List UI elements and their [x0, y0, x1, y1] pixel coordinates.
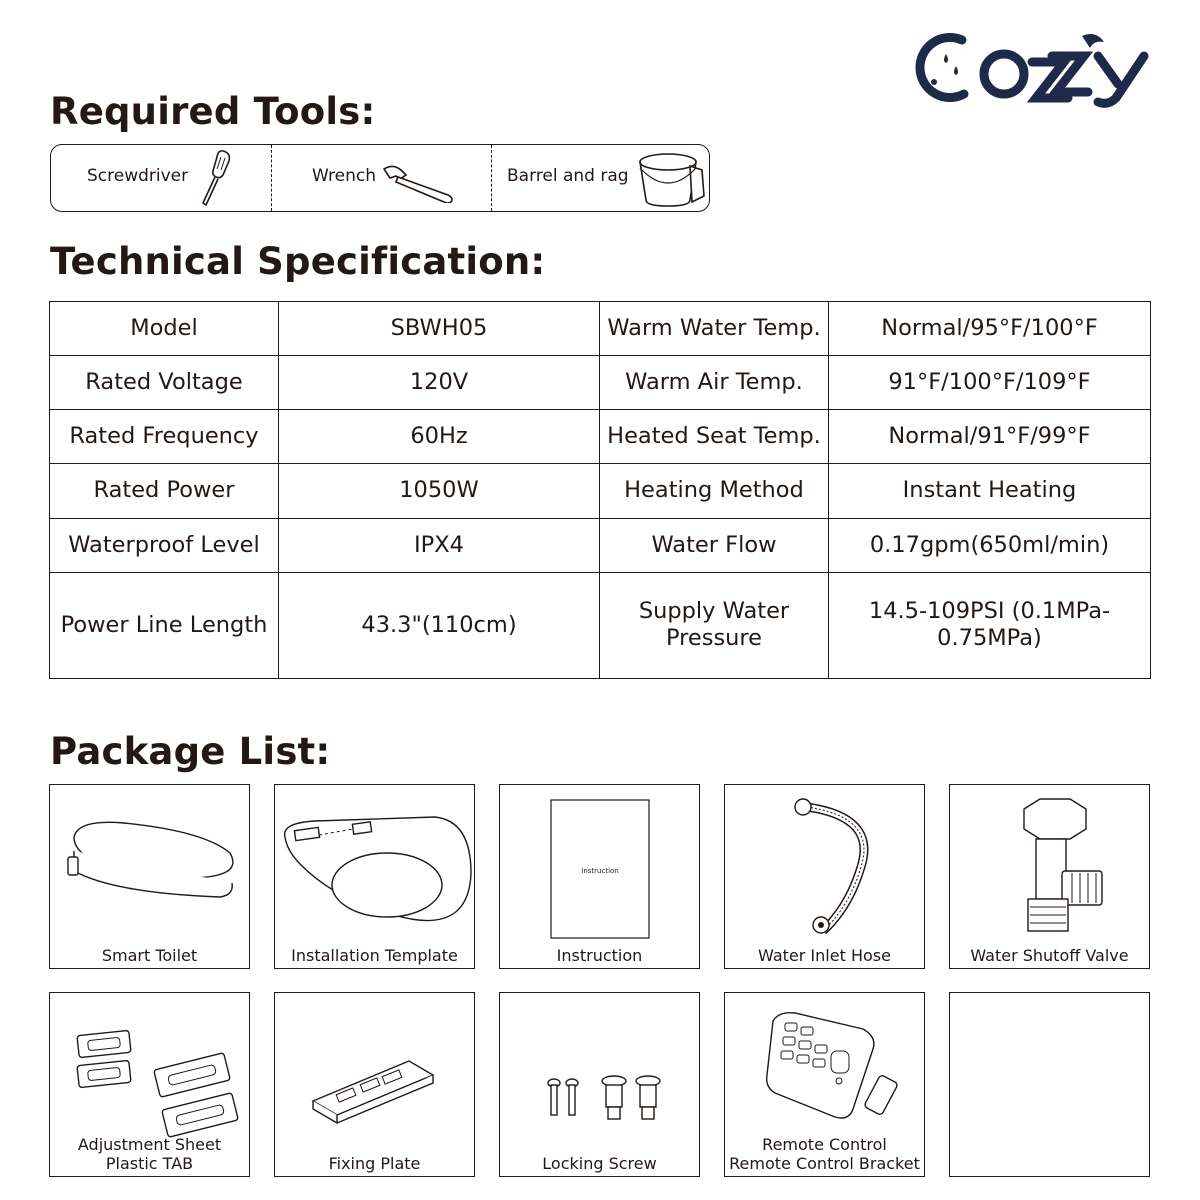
package-item-label-line: Remote Control Bracket	[729, 1154, 920, 1173]
spec-label: Rated Power	[50, 464, 279, 518]
spec-label: Waterproof Level	[50, 518, 279, 572]
table-row	[50, 302, 1151, 356]
spec-value: 43.3"(110cm)	[279, 572, 600, 678]
spec-label: Supply Water Pressure	[600, 572, 829, 678]
package-item-instruction	[499, 784, 700, 969]
package-item-smart-toilet	[49, 784, 250, 969]
spec-value: Instant Heating	[829, 464, 1151, 518]
spec-value: SBWH05	[279, 302, 600, 356]
package-item-water-inlet-hose	[724, 784, 925, 969]
remote-icon	[725, 993, 926, 1143]
spec-value: 1050W	[279, 464, 600, 518]
package-item-label-line: Adjustment Sheet	[77, 1135, 222, 1154]
spec-label: Rated Frequency	[50, 410, 279, 464]
package-item-locking-screw	[499, 992, 700, 1177]
spec-value: 60Hz	[279, 410, 600, 464]
spec-label: Heated Seat Temp.	[600, 410, 829, 464]
package-item-label: Fixing Plate	[328, 1154, 421, 1173]
table-row	[50, 572, 1151, 678]
booklet-cover-text: Instruction	[581, 867, 619, 875]
spec-value: 14.5-109PSI (0.1MPa-0.75MPa)	[829, 572, 1151, 678]
template-icon	[275, 785, 476, 945]
package-item-label-line: Plastic TAB	[105, 1154, 194, 1173]
screwdriver-icon	[191, 147, 241, 211]
spec-label: Water Flow	[600, 518, 829, 572]
package-item-label: Water Shutoff Valve	[970, 946, 1129, 965]
tool-label: Screwdriver	[87, 166, 189, 186]
package-item-label: Smart Toilet	[101, 946, 198, 965]
table-row	[50, 464, 1151, 518]
tool-label: Barrel and rag	[507, 166, 629, 186]
wrench-icon	[380, 163, 460, 203]
spec-value: 120V	[279, 356, 600, 410]
tool-label: Wrench	[312, 166, 377, 186]
tabs-icon	[50, 993, 251, 1143]
spec-value: IPX4	[279, 518, 600, 572]
package-item-empty	[949, 992, 1150, 1177]
bucket-icon	[632, 148, 708, 210]
package-item-fixing-plate	[274, 992, 475, 1177]
spec-value: 0.17gpm(650ml/min)	[829, 518, 1151, 572]
table-row	[50, 518, 1151, 572]
package-item-adjustment-sheet	[49, 992, 250, 1177]
spec-label: Warm Air Temp.	[600, 356, 829, 410]
package-item-label: Instruction	[556, 946, 643, 965]
spec-label: Rated Voltage	[50, 356, 279, 410]
cozy-logo	[912, 26, 1158, 110]
package-item-installation-template	[274, 784, 475, 969]
technical-specification-title: Technical Specification:	[50, 240, 546, 283]
spec-label: Power Line Length	[50, 572, 279, 678]
manual-icon	[500, 785, 701, 945]
package-item-label: Locking Screw	[542, 1154, 657, 1173]
hose-icon	[725, 785, 926, 945]
tools-bar	[50, 144, 710, 212]
package-item-label	[50, 1135, 249, 1173]
spec-value: Normal/95°F/100°F	[829, 302, 1151, 356]
package-item-label	[725, 1135, 924, 1173]
spec-label: Model	[50, 302, 279, 356]
screws-icon	[500, 993, 701, 1153]
package-item-label: Installation Template	[291, 946, 458, 965]
tool-wrench	[271, 145, 491, 211]
table-row	[50, 356, 1151, 410]
required-tools-title: Required Tools:	[50, 90, 376, 133]
toilet-seat-icon	[50, 785, 251, 945]
plate-icon	[275, 993, 476, 1153]
package-item-label-line: Remote Control	[762, 1135, 887, 1154]
spec-label: Warm Water Temp.	[600, 302, 829, 356]
table-row	[50, 410, 1151, 464]
valve-icon	[950, 785, 1151, 945]
tool-barrel-and-rag	[491, 145, 709, 211]
package-list-title: Package List:	[50, 730, 331, 773]
spec-label: Heating Method	[600, 464, 829, 518]
package-item-water-shutoff-valve	[949, 784, 1150, 969]
spec-table	[49, 301, 1151, 679]
spec-value: 91°F/100°F/109°F	[829, 356, 1151, 410]
tool-screwdriver	[51, 145, 271, 211]
package-item-remote-control	[724, 992, 925, 1177]
spec-value: Normal/91°F/99°F	[829, 410, 1151, 464]
package-item-label: Water Inlet Hose	[758, 946, 891, 965]
